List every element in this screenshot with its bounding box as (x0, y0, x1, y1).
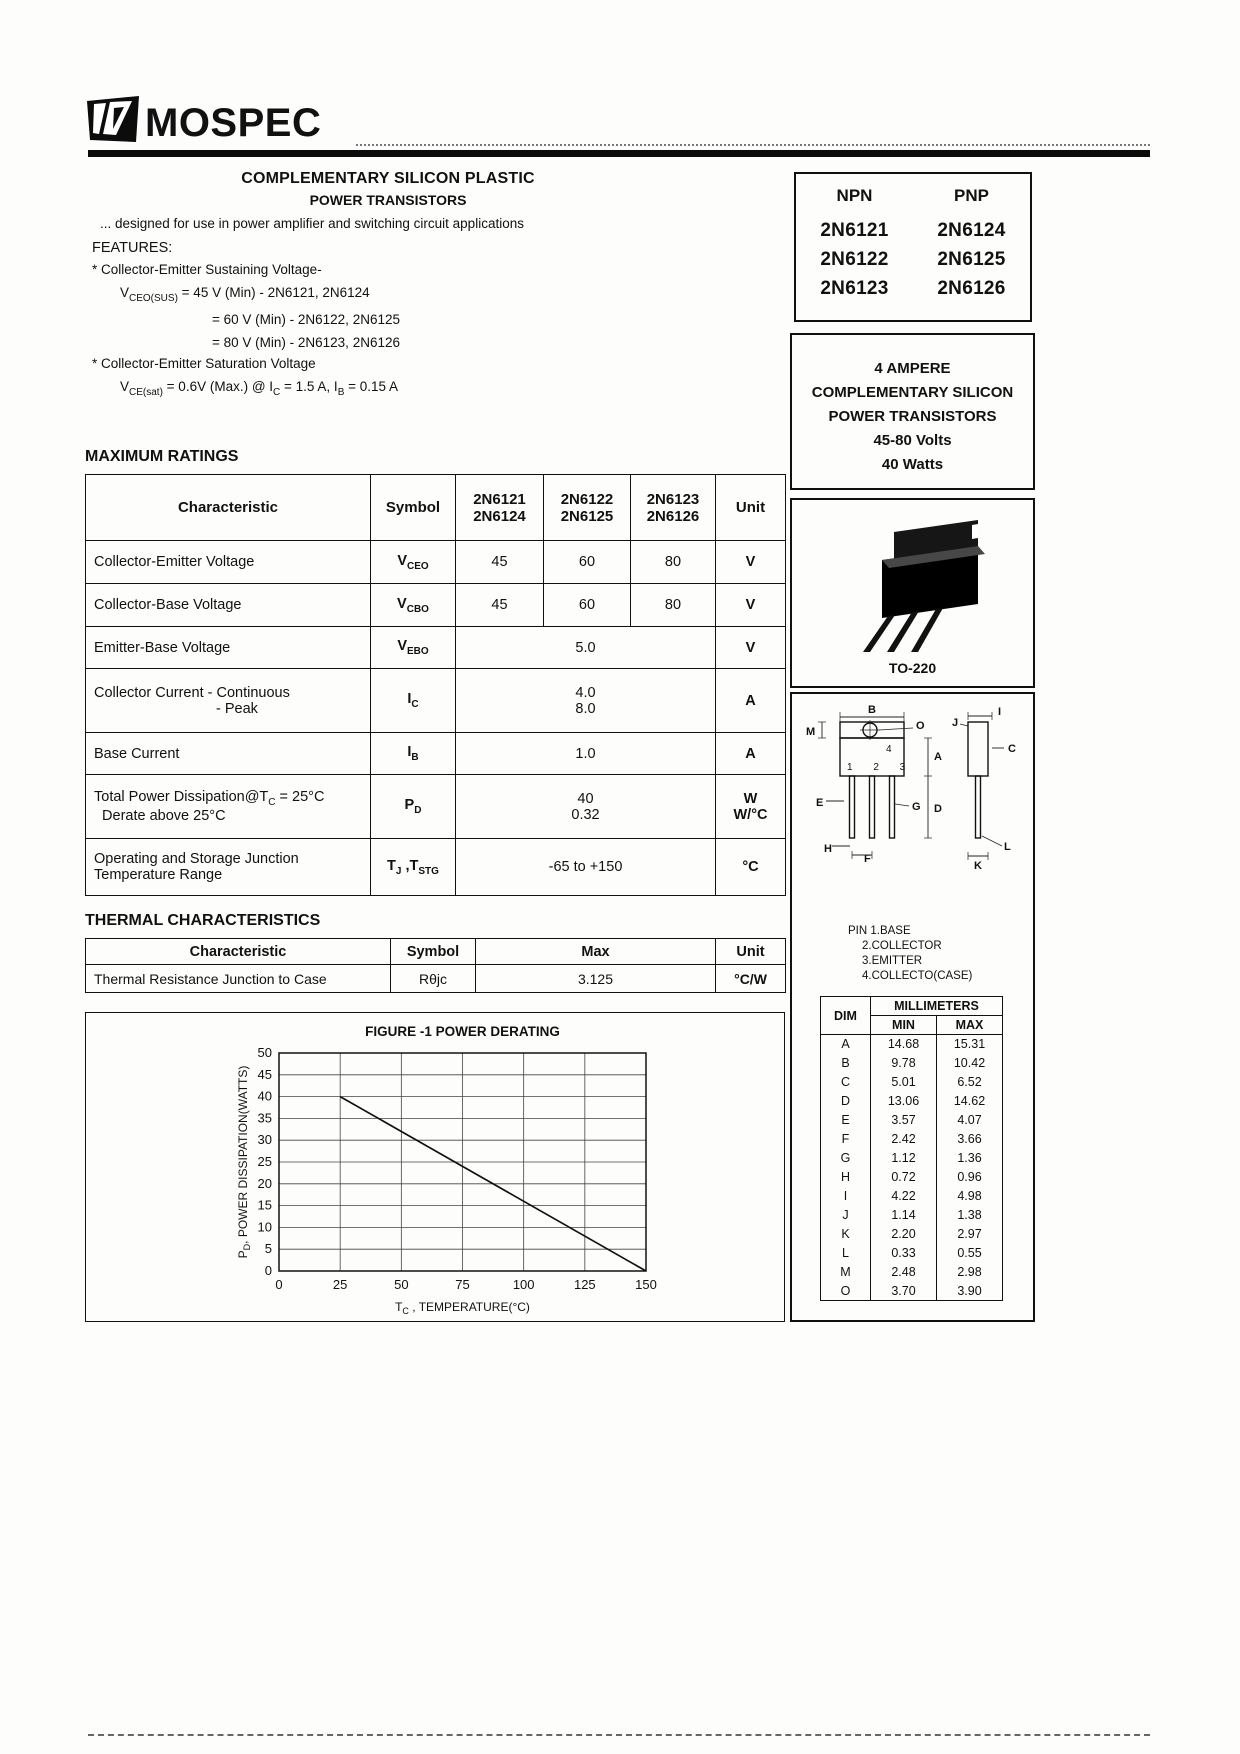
dim-row (821, 1244, 1003, 1263)
package-outline-drawing (800, 702, 1026, 914)
summary-line: 4 AMPERE (874, 360, 951, 377)
value-cell: 45 (456, 541, 544, 584)
value-cell: 4.0 8.0 (456, 669, 716, 733)
summary-line: COMPLEMENTARY SILICON (811, 384, 1014, 401)
unit-header: Unit (716, 475, 786, 541)
thermal-max-header: Max (476, 939, 716, 965)
y-tick-label: 10 (257, 1219, 272, 1235)
y-tick-label: 25 (257, 1154, 272, 1169)
dotted-divider (356, 144, 1150, 146)
pin-note-line: PIN 1.BASE (848, 925, 911, 937)
max-ratings-row (86, 775, 786, 839)
title-block (88, 170, 688, 231)
dim-min: 2.42 (871, 1130, 937, 1149)
dim-max: 3.90 (937, 1282, 1003, 1301)
dimensions-table (820, 996, 1003, 1301)
unit-cell: V (716, 541, 786, 584)
dim-min: 2.20 (871, 1225, 937, 1244)
polarity-header: PNP (954, 186, 989, 205)
package-photo-box (790, 498, 1035, 688)
part-numbers-box (794, 172, 1032, 322)
feature-item-title: * Collector-Emitter Saturation Voltage (92, 356, 316, 371)
doc-subtitle: POWER TRANSISTORS (309, 192, 467, 208)
dim-letter: C (821, 1073, 871, 1092)
x-tick-label: 150 (635, 1277, 657, 1292)
dim-letter: D (821, 1092, 871, 1111)
dim-letter: K (821, 1225, 871, 1244)
group1-line2: 2N6124 (473, 507, 526, 525)
max-ratings-row (86, 584, 786, 627)
part-number: 2N6125 (937, 249, 1006, 270)
characteristic-cell: Emitter-Base Voltage (86, 627, 371, 669)
symbol-cell: $V_{EBO}$ (371, 627, 456, 669)
dim-letter: B (821, 1054, 871, 1073)
dim-min: 9.78 (871, 1054, 937, 1073)
millimeters-header: MILLIMETERS (871, 997, 1003, 1016)
dim-label-l: L (1004, 841, 1011, 853)
part-number: 2N6121 (820, 220, 889, 241)
dim-row (821, 1111, 1003, 1130)
dim-label-k: K (974, 860, 982, 872)
pin-assignment-notes (848, 924, 972, 984)
pin-note-line: 3.EMITTER (862, 955, 923, 967)
dim-row (821, 1187, 1003, 1206)
device-summary-lines (792, 357, 1033, 477)
dim-letter: H (821, 1168, 871, 1187)
group3-line1: 2N6123 (646, 490, 700, 508)
dim-row (821, 1054, 1003, 1073)
dim-max: 0.96 (937, 1168, 1003, 1187)
mospec-logo-icon (86, 96, 140, 142)
summary-line: POWER TRANSISTORS (828, 408, 997, 425)
dim-label-i: I (998, 706, 1002, 718)
part-number: 2N6123 (820, 278, 889, 299)
value-cell: 5.0 (456, 627, 716, 669)
package-name: TO-220 (888, 660, 937, 676)
dim-label-b: B (868, 704, 876, 716)
y-axis-label: $P_D$, POWER DISSIPATION(WATTS) (236, 1065, 252, 1259)
symbol-cell: $I_C$ (371, 669, 456, 733)
dim-max: 4.07 (937, 1111, 1003, 1130)
header-rule (88, 150, 1150, 157)
x-tick-label: 75 (455, 1277, 470, 1292)
summary-line: 40 Watts (881, 456, 944, 473)
symbol-cell: $V_{CBO}$ (371, 584, 456, 627)
group1-line1: 2N6121 (473, 490, 526, 508)
y-tick-label: 20 (257, 1175, 272, 1191)
x-tick-label: 0 (275, 1277, 283, 1292)
dim-label-d: D (934, 803, 942, 815)
pin4-label: 4 (886, 744, 892, 755)
y-tick-label: 35 (257, 1110, 272, 1126)
dim-row (821, 1073, 1003, 1092)
characteristic-cell: Operating and Storage Junction Temperature Range (86, 839, 371, 896)
part-numbers-grid (796, 186, 1030, 300)
unit-cell: A (716, 669, 786, 733)
y-tick-label: 0 (264, 1263, 272, 1278)
dim-max: 15.31 (937, 1035, 1003, 1054)
dim-letter: J (821, 1206, 871, 1225)
dim-letter: L (821, 1244, 871, 1263)
dim-row (821, 1130, 1003, 1149)
feature-item-title: * Collector-Emitter Sustaining Voltage- (92, 262, 322, 277)
dim-label-h: H (824, 843, 832, 855)
min-header: MIN (871, 1016, 937, 1035)
pin-note-line: 4.COLLECTO(CASE) (862, 970, 973, 982)
dim-max: 1.36 (937, 1149, 1003, 1168)
part-number: 2N6126 (937, 278, 1006, 299)
y-tick-label: 40 (257, 1088, 272, 1104)
masthead (86, 96, 322, 146)
group3-header (631, 475, 716, 541)
y-tick-label: 15 (257, 1197, 272, 1213)
dim-max: 10.42 (937, 1054, 1003, 1073)
feature-value-line: $V_{CEO(SUS)} = 45$ V (Min) - 2N6121, 2N6124 (120, 285, 370, 304)
value-cell: 45 (456, 584, 544, 627)
thermal-table (85, 938, 786, 993)
dim-col-header: DIM (821, 997, 871, 1035)
characteristic-cell: Collector-Base Voltage (86, 584, 371, 627)
max-ratings-row (86, 627, 786, 669)
characteristic-cell: Collector Current - Continuous - Peak (86, 669, 371, 733)
dim-row (821, 1035, 1003, 1054)
part-number: 2N6122 (820, 249, 889, 270)
thermal-data-row (86, 965, 786, 993)
y-tick-label: 5 (264, 1241, 272, 1257)
dim-min: 2.48 (871, 1263, 937, 1282)
value-cell: -65 to +150 (456, 839, 716, 896)
thermal-symbol-header: Symbol (391, 939, 476, 965)
part-number: 2N6124 (937, 220, 1006, 241)
max-header: MAX (937, 1016, 1003, 1035)
characteristic-header: Characteristic (86, 475, 371, 541)
features-section (92, 240, 762, 398)
symbol-cell: $T_J$ $,T_{STG}$ (371, 839, 456, 896)
dim-min: 3.70 (871, 1282, 937, 1301)
max-ratings-row (86, 669, 786, 733)
figure-1-power-derating (85, 1012, 785, 1322)
y-tick-label: 30 (257, 1132, 272, 1148)
group2-line2: 2N6125 (560, 507, 614, 525)
dim-max: 2.97 (937, 1225, 1003, 1244)
dim-row (821, 1168, 1003, 1187)
dim-letter: E (821, 1111, 871, 1130)
to220-drawing (798, 510, 1028, 658)
dim-max: 4.98 (937, 1187, 1003, 1206)
dim-max: 2.98 (937, 1263, 1003, 1282)
pin-note-line: 2.COLLECTOR (862, 940, 942, 952)
features-heading: FEATURES: (92, 240, 173, 256)
unit-cell: A (716, 733, 786, 775)
dim-row (821, 1263, 1003, 1282)
group2-line1: 2N6122 (560, 490, 614, 508)
dim-min: 14.68 (871, 1035, 937, 1054)
dim-max: 0.55 (937, 1244, 1003, 1263)
symbol-cell: $I_B$ (371, 733, 456, 775)
x-tick-label: 25 (332, 1277, 348, 1292)
max-ratings-row (86, 839, 786, 896)
group2-header (544, 475, 631, 541)
max-ratings-row (86, 541, 786, 584)
characteristic-cell: Base Current (86, 733, 371, 775)
dim-label-j: J (952, 717, 959, 729)
x-tick-label: 100 (512, 1277, 535, 1292)
thermal-characteristic: Thermal Resistance Junction to Case (86, 965, 391, 993)
doc-title: COMPLEMENTARY SILICON PLASTIC (241, 170, 535, 187)
summary-line: 45-80 Volts (873, 432, 952, 449)
thermal-symbol: Rθjc (391, 965, 476, 993)
dim-row (821, 1282, 1003, 1301)
dim-label-m: M (806, 726, 816, 738)
derating-chart (86, 1013, 784, 1321)
dim-min: 1.12 (871, 1149, 937, 1168)
feature-item-lines (92, 285, 762, 350)
symbol-cell: $P_D$ (371, 775, 456, 839)
value-cell: 60 (544, 584, 631, 627)
dim-letter: I (821, 1187, 871, 1206)
thermal-max-value: 3.125 (476, 965, 716, 993)
group1-header (456, 475, 544, 541)
brand-name: MOSPEC (145, 101, 322, 146)
dim-max: 3.66 (937, 1130, 1003, 1149)
value-cell: 80 (631, 541, 716, 584)
dim-max: 1.38 (937, 1206, 1003, 1225)
value-cell: 60 (544, 541, 631, 584)
dim-row (821, 1206, 1003, 1225)
max-ratings-heading: MAXIMUM RATINGS (85, 448, 239, 465)
unit-cell: V (716, 627, 786, 669)
dim-row (821, 1225, 1003, 1244)
symbol-header: Symbol (371, 475, 456, 541)
dim-letter: M (821, 1263, 871, 1282)
feature-item-lines (92, 379, 762, 398)
unit-cell: V (716, 584, 786, 627)
x-tick-label: 125 (573, 1277, 596, 1292)
dim-label-e: E (816, 797, 824, 809)
dim-min: 5.01 (871, 1073, 937, 1092)
value-cell: 80 (631, 584, 716, 627)
dim-min: 3.57 (871, 1111, 937, 1130)
doc-description: ... designed for use in power amplifier and switching circuit applications (100, 216, 524, 231)
characteristic-cell: Total Power $Dissipation@T_C = 25^\circ C$ Derate above 25°C (86, 775, 371, 839)
dim-min: 0.33 (871, 1244, 937, 1263)
dim-letter: G (821, 1149, 871, 1168)
dim-letter: O (821, 1282, 871, 1301)
max-ratings-table (85, 474, 786, 896)
max-ratings-row (86, 733, 786, 775)
footer-rule (88, 1734, 1150, 1736)
thermal-header-row (86, 939, 786, 965)
thermal-char-header: Characteristic (86, 939, 391, 965)
polarity-header: NPN (836, 186, 873, 205)
dim-letter: F (821, 1130, 871, 1149)
group3-line2: 2N6126 (646, 507, 700, 525)
pin-numbers-label: 1 2 3 (847, 762, 915, 773)
dim-label-a: A (934, 751, 942, 763)
dim-label-g: G (912, 801, 921, 813)
feature-value-line: $V_{CE(sat)} = 0.6V$ (Max.) @ $I_C = 1.5$ A, $I_B = 0.15$ A (120, 379, 399, 398)
dim-max: 14.62 (937, 1092, 1003, 1111)
dim-label-c: C (1008, 743, 1016, 755)
thermal-unit: °C/W (716, 965, 786, 993)
dim-label-f: F (864, 853, 871, 865)
dim-max: 6.52 (937, 1073, 1003, 1092)
y-tick-label: 50 (257, 1045, 272, 1060)
thermal-heading: THERMAL CHARACTERISTICS (85, 912, 321, 929)
dim-min: 4.22 (871, 1187, 937, 1206)
x-axis-label: $T_C$ , TEMPERATURE(°C) (395, 1300, 530, 1316)
feature-value-line: = 80 V (Min) - 2N6123, 2N6126 (212, 335, 400, 350)
dim-row (821, 1149, 1003, 1168)
dim-label-o: O (916, 720, 925, 732)
dim-min: 13.06 (871, 1092, 937, 1111)
y-tick-label: 45 (257, 1066, 272, 1082)
thermal-unit-header: Unit (716, 939, 786, 965)
device-summary-box (790, 333, 1035, 490)
chart-title: FIGURE -1 POWER DERATING (365, 1024, 560, 1039)
characteristic-cell: Collector-Emitter Voltage (86, 541, 371, 584)
value-cell: 40 0.32 (456, 775, 716, 839)
dim-row (821, 1092, 1003, 1111)
max-ratings-header-row (86, 475, 786, 541)
package-dimensions-box (790, 692, 1035, 1322)
dim-min: 0.72 (871, 1168, 937, 1187)
unit-cell: W W/°C (716, 775, 786, 839)
symbol-cell: $V_{CEO}$ (371, 541, 456, 584)
dim-letter: A (821, 1035, 871, 1054)
dim-min: 1.14 (871, 1206, 937, 1225)
value-cell: 1.0 (456, 733, 716, 775)
x-tick-label: 50 (394, 1277, 409, 1292)
unit-cell: °C (716, 839, 786, 896)
feature-value-line: = 60 V (Min) - 2N6122, 2N6125 (212, 312, 400, 327)
